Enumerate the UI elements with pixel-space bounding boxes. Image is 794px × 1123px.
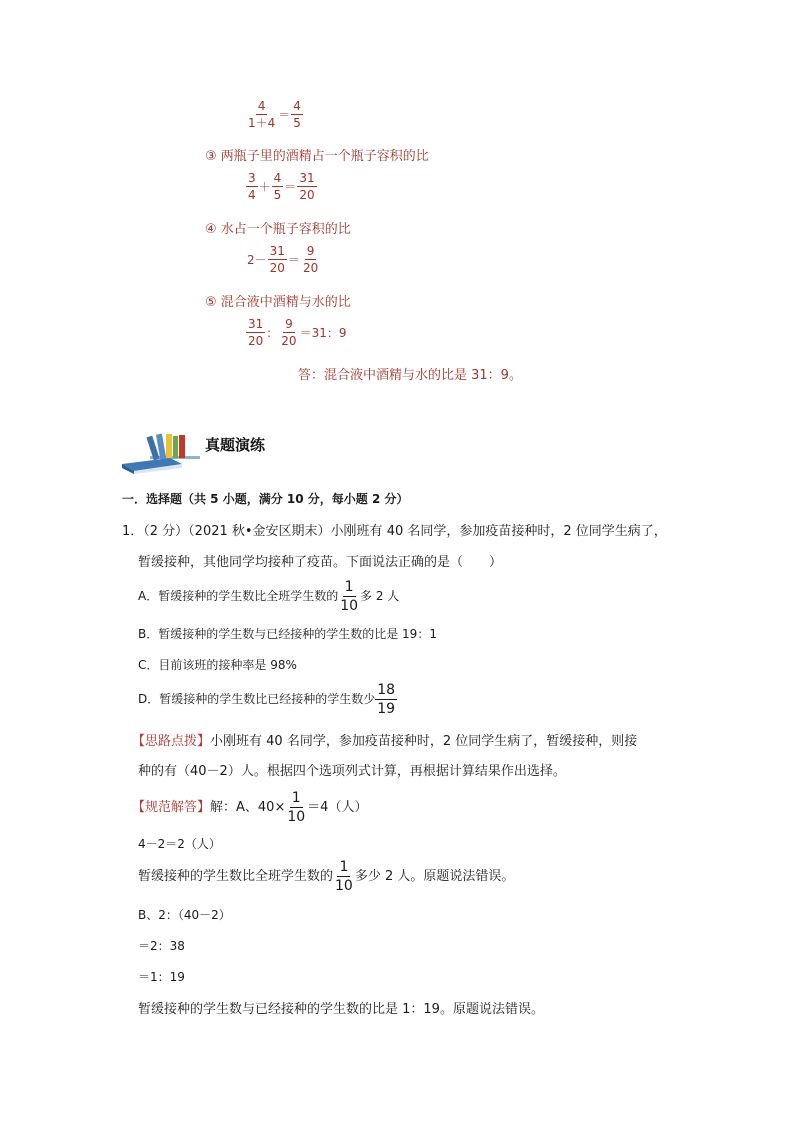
- question-stem-line2: 暂缓接种，其他同学均接种了疫苗。下面说法正确的是（ ）: [138, 555, 503, 570]
- option-a: A．暂缓接种的学生数比全班学生数的 $\frac{1}{10}$ 多 2 人: [138, 579, 400, 614]
- step2-expression: $\frac{4}{1+4}$ ＝ $\frac{4}{5}$: [248, 99, 301, 130]
- fraction: $\frac{9}{20}$: [302, 244, 319, 275]
- step4-title: ④ 水占一个瓶子容积的比: [205, 222, 351, 237]
- option-b: B．暂缓接种的学生数与已经接种的学生数的比是 19：1: [138, 627, 437, 641]
- solution-line1: 【规范解答】解：A、40× $\frac{1}{10}$ ＝4（人）: [132, 790, 368, 825]
- fraction: $\frac{4}{5}$: [273, 171, 282, 202]
- solution-line3: 暂缓接种的学生数比全班学生数的 $\frac{1}{10}$ 多少 2 人。原题说法错误。: [138, 859, 515, 894]
- fraction: $\frac{31}{20}$: [299, 171, 315, 202]
- hint-line1: 【思路点拨】小刚班有 40 名同学，参加疫苗接种时，2 位同学生病了，暂缓接种，则接: [132, 734, 638, 749]
- step4-expression: 2－ $\frac{31}{20}$ ＝ $\frac{9}{20}$: [247, 244, 319, 275]
- solution-line2: 4－2＝2（人）: [138, 837, 221, 851]
- fraction: $\frac{3}{4}$: [248, 171, 256, 202]
- step3-title: ③ 两瓶子里的酒精占一个瓶子容积的比: [205, 149, 429, 164]
- hint-line2: 种的有（40－2）人。根据四个选项列式计算，再根据计算结果作出选择。: [138, 764, 566, 779]
- fraction: $\frac{4}{5}$: [293, 99, 301, 130]
- fraction: $\frac{1}{10}$: [335, 859, 353, 894]
- fraction: $\frac{9}{20}$: [281, 317, 297, 348]
- question-stem-line1: 1．（2 分）（2021 秋•金安区期末）小刚班有 40 名同学，参加疫苗接种时，2 位同学生病了，: [122, 524, 667, 539]
- step5-title: ⑤ 混合液中酒精与水的比: [205, 295, 351, 310]
- fraction: $\frac{1}{10}$: [287, 790, 306, 825]
- option-c: C．目前该班的接种率是 98%: [138, 658, 297, 672]
- solution-label: 【规范解答】: [132, 800, 211, 815]
- fraction: $\frac{4}{1+4}$: [248, 99, 276, 130]
- fraction: $\frac{31}{20}$: [248, 317, 264, 348]
- hint-label: 【思路点拨】: [132, 734, 211, 749]
- solution-line6: ＝1：19: [138, 970, 185, 984]
- fraction: $\frac{1}{10}$: [340, 579, 359, 614]
- step5-expression: $\frac{31}{20}$ ： $\frac{9}{20}$ ＝31：9: [248, 317, 347, 348]
- solution-line7: 暂缓接种的学生数与已经接种的学生数的比是 1：19。原题说法错误。: [138, 1002, 544, 1017]
- solution-line5: ＝2：38: [138, 939, 185, 953]
- solution-line4: B、2：（40－2）: [138, 908, 231, 922]
- fraction: $\frac{18}{19}$: [377, 682, 396, 717]
- fraction: $\frac{31}{20}$: [269, 244, 285, 275]
- answer-line: 答：混合液中酒精与水的比是 31：9。: [298, 368, 522, 383]
- section-title: 真题演练: [205, 436, 266, 454]
- books-icon: [120, 428, 200, 474]
- part-heading: 一．选择题（共 5 小题，满分 10 分，每小题 2 分）: [122, 492, 409, 506]
- option-d: D．暂缓接种的学生数比已经接种的学生数少 $\frac{18}{19}$: [138, 682, 396, 717]
- section-header: [120, 428, 300, 474]
- step3-expression: $\frac{3}{4}$ ＋ $\frac{4}{5}$ ＝ $\frac{31}{20}$: [248, 171, 315, 202]
